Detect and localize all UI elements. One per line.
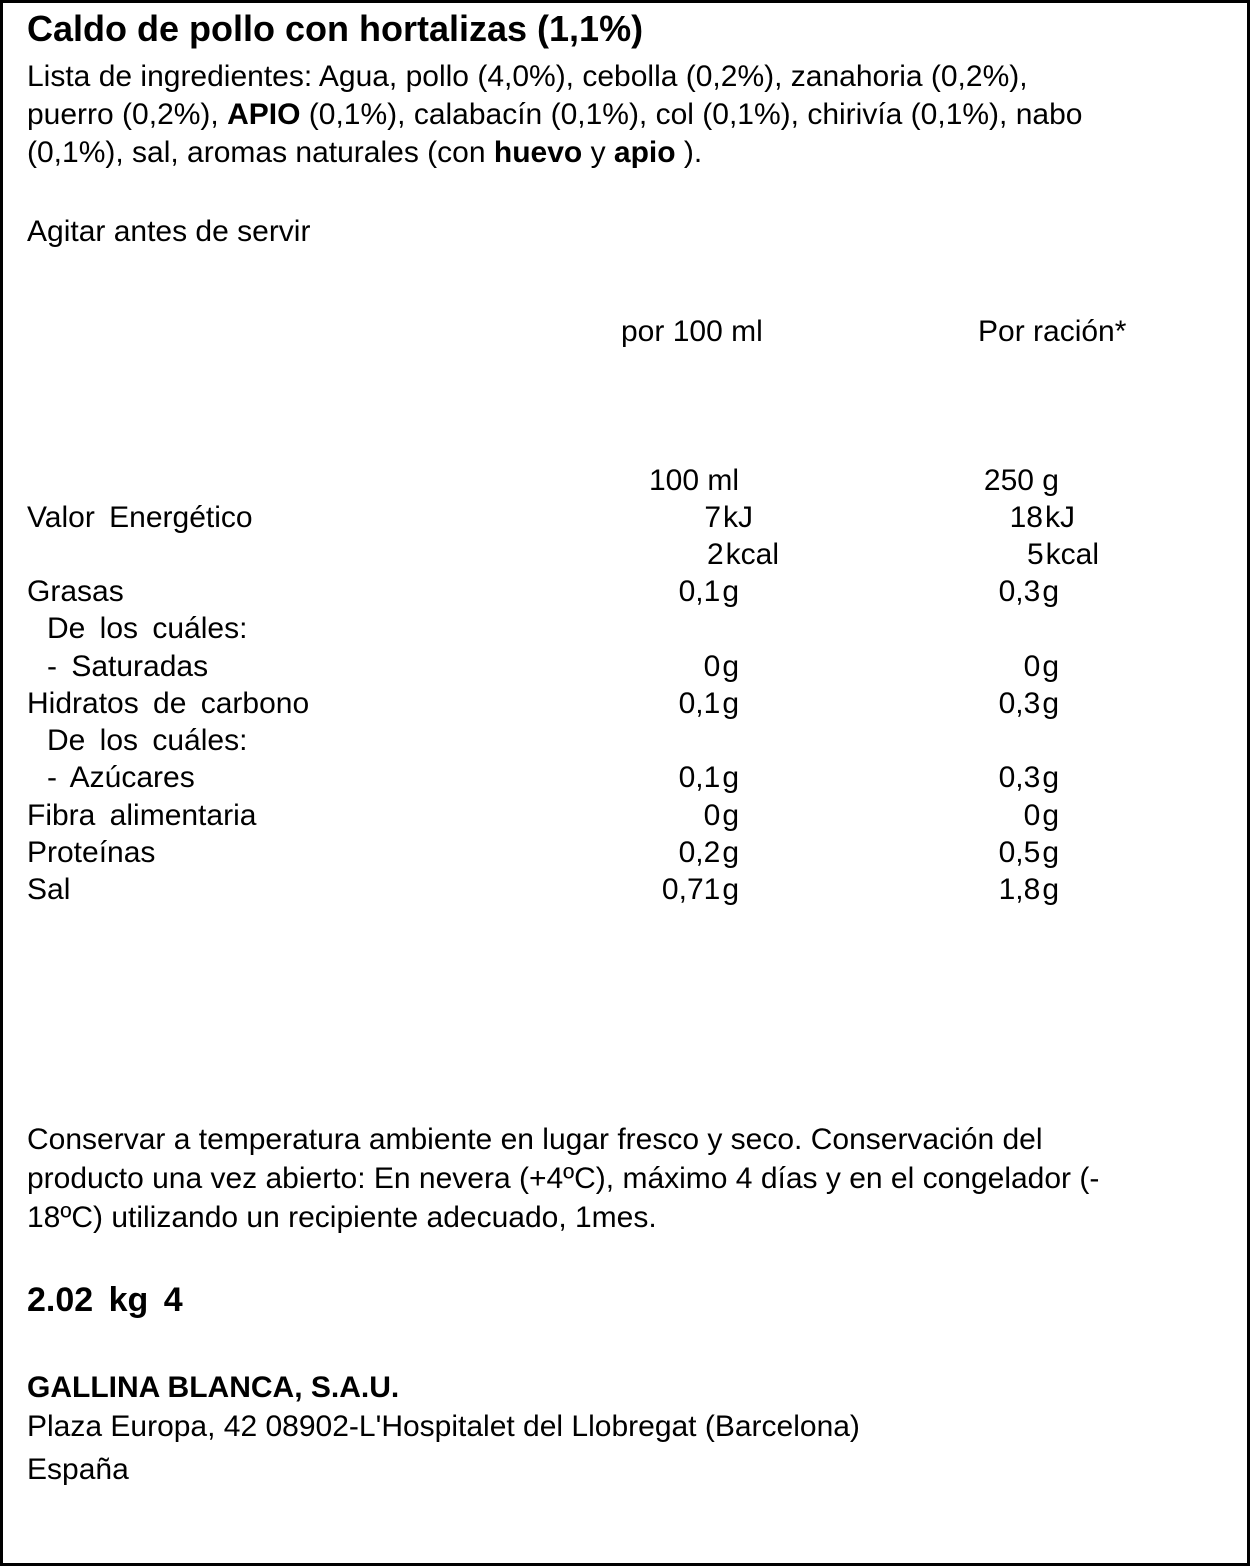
storage-line: 18ºC) utilizando un recipiente adecuado, 1mes. xyxy=(27,1201,657,1234)
nutrient-name: - Saturadas xyxy=(47,650,209,683)
nutrition-row xyxy=(3,648,1247,685)
nutrient-unit: g xyxy=(1042,799,1059,832)
nutrient-value-per-100ml xyxy=(649,462,741,499)
nutrient-unit: g xyxy=(1042,873,1059,906)
nutrition-header-per-serving: Por ración* xyxy=(978,315,1127,348)
nutrient-amount: 5 xyxy=(1026,538,1044,571)
nutrition-row xyxy=(3,685,1247,722)
nutrition-row xyxy=(3,610,1247,647)
nutrition-row xyxy=(3,462,1247,499)
nutrient-value-per-serving xyxy=(999,685,1059,722)
nutrient-value-per-100ml xyxy=(679,834,739,871)
nutrient-value-per-serving xyxy=(1024,797,1059,834)
nutrient-amount: 0 xyxy=(1023,650,1041,683)
nutrient-amount: 250 g xyxy=(983,464,1059,497)
nutrient-unit: g xyxy=(1042,761,1059,794)
nutrient-unit: g xyxy=(1042,650,1059,683)
allergen-celery: apio xyxy=(613,136,676,169)
nutrient-value-per-serving xyxy=(984,462,1061,499)
nutrient-value-per-100ml xyxy=(737,722,739,759)
ingredients-list xyxy=(27,58,1082,172)
nutrient-name: Valor Energético xyxy=(27,501,253,534)
nutrient-unit: kJ xyxy=(723,501,753,534)
nutrient-amount: 7 xyxy=(704,501,721,534)
nutrition-row xyxy=(3,499,1247,536)
nutrient-amount: 0 xyxy=(703,799,721,832)
nutrient-amount: 0 xyxy=(703,650,721,683)
nutrient-unit: g xyxy=(722,836,739,869)
nutrient-unit: g xyxy=(722,761,739,794)
nutrient-name: De los cuáles: xyxy=(47,724,248,757)
ingredients-line: puerro (0,2%), APIO (0,1%), calabacín (0,1%), col (0,1%), chirivía (0,1%), nabo xyxy=(27,98,1083,131)
nutrient-amount: 0,2 xyxy=(678,836,721,869)
nutrient-value-per-100ml xyxy=(679,573,739,610)
nutrient-name: - Azúcares xyxy=(47,761,195,794)
nutrient-name: Sal xyxy=(27,873,71,906)
nutrient-amount: 0,5 xyxy=(998,836,1041,869)
nutrition-row xyxy=(3,536,1247,573)
nutrient-name: Hidratos de carbono xyxy=(27,687,310,720)
nutrition-row xyxy=(3,573,1247,610)
nutrient-value-per-100ml xyxy=(679,759,739,796)
nutrient-amount: 100 ml xyxy=(648,464,739,497)
nutrient-unit: kcal xyxy=(1045,538,1099,571)
nutrient-value-per-100ml xyxy=(704,648,739,685)
nutrient-unit: g xyxy=(722,575,739,608)
nutrient-unit: g xyxy=(1042,687,1059,720)
nutrition-row xyxy=(3,722,1247,759)
nutrient-amount: 0,1 xyxy=(678,687,721,720)
nutrient-amount: 0,3 xyxy=(998,687,1041,720)
nutrient-value-per-serving xyxy=(1027,536,1099,573)
nutrient-amount: 0,1 xyxy=(678,761,721,794)
nutrient-value-per-serving xyxy=(1010,499,1075,536)
nutrient-unit: g xyxy=(1042,575,1059,608)
product-title: Caldo de pollo con hortalizas (1,1%) xyxy=(27,8,644,49)
serving-instruction: Agitar antes de servir xyxy=(27,215,311,248)
nutrient-value-per-serving xyxy=(999,573,1059,610)
nutrient-value-per-100ml xyxy=(737,610,739,647)
net-weight: 2.02 kg 4 xyxy=(27,1281,183,1319)
nutrient-value-per-100ml xyxy=(704,797,739,834)
storage-line: producto una vez abierto: En nevera (+4ºC), máximo 4 días y en el congelador (- xyxy=(27,1162,1100,1195)
nutrient-value-per-serving xyxy=(999,834,1059,871)
storage-line: Conservar a temperatura ambiente en lugar fresco y seco. Conservación del xyxy=(27,1123,1043,1156)
nutrient-value-per-serving xyxy=(999,871,1059,908)
nutrient-value-per-serving xyxy=(1057,722,1059,759)
allergen-egg: huevo xyxy=(493,136,583,169)
nutrient-unit: g xyxy=(1042,836,1059,869)
nutrient-value-per-serving xyxy=(999,759,1059,796)
nutrition-row xyxy=(3,871,1247,908)
storage-instructions xyxy=(27,1120,1099,1237)
nutrient-unit: kcal xyxy=(725,538,779,571)
nutrient-amount: 0,1 xyxy=(678,575,721,608)
nutrient-unit: g xyxy=(722,799,739,832)
company-address: Plaza Europa, 42 08902-L'Hospitalet del Llobregat (Barcelona) xyxy=(27,1410,860,1443)
nutrient-value-per-100ml xyxy=(707,536,779,573)
nutrient-value-per-serving xyxy=(1057,610,1059,647)
nutrient-amount: 0 xyxy=(1023,799,1041,832)
nutrient-amount: 1,8 xyxy=(998,873,1041,906)
ingredients-line: (0,1%), sal, aromas naturales (con huevo y apio ). xyxy=(27,136,703,169)
nutrient-name: Proteínas xyxy=(27,836,156,869)
nutrient-value-per-100ml xyxy=(679,685,739,722)
nutrient-name: De los cuáles: xyxy=(47,612,248,645)
nutrient-amount: 18 xyxy=(1009,501,1043,534)
nutrient-amount: 0,71 xyxy=(661,873,721,906)
nutrient-name: Grasas xyxy=(27,575,124,608)
nutrition-row xyxy=(3,797,1247,834)
company-name: GALLINA BLANCA, S.A.U. xyxy=(27,1371,400,1404)
nutrient-amount: 0,3 xyxy=(998,761,1041,794)
nutrient-amount: 2 xyxy=(706,538,724,571)
nutrient-name: Fibra alimentaria xyxy=(27,799,257,832)
nutrient-value-per-serving xyxy=(1024,648,1059,685)
company-country: España xyxy=(27,1453,129,1486)
nutrient-amount: 0,3 xyxy=(998,575,1041,608)
ingredients-line: Lista de ingredientes: Agua, pollo (4,0%), cebolla (0,2%), zanahoria (0,2%), xyxy=(27,60,1028,93)
nutrient-value-per-100ml xyxy=(704,499,753,536)
nutrition-header-per-100ml: por 100 ml xyxy=(621,315,763,348)
nutrient-unit: g xyxy=(722,873,739,906)
nutrient-unit: kJ xyxy=(1045,501,1075,534)
nutrient-unit: g xyxy=(722,650,739,683)
allergen-celery: APIO xyxy=(227,98,301,131)
nutrient-unit: g xyxy=(722,687,739,720)
nutrient-value-per-100ml xyxy=(662,871,739,908)
nutrition-row xyxy=(3,759,1247,796)
nutrition-row xyxy=(3,834,1247,871)
